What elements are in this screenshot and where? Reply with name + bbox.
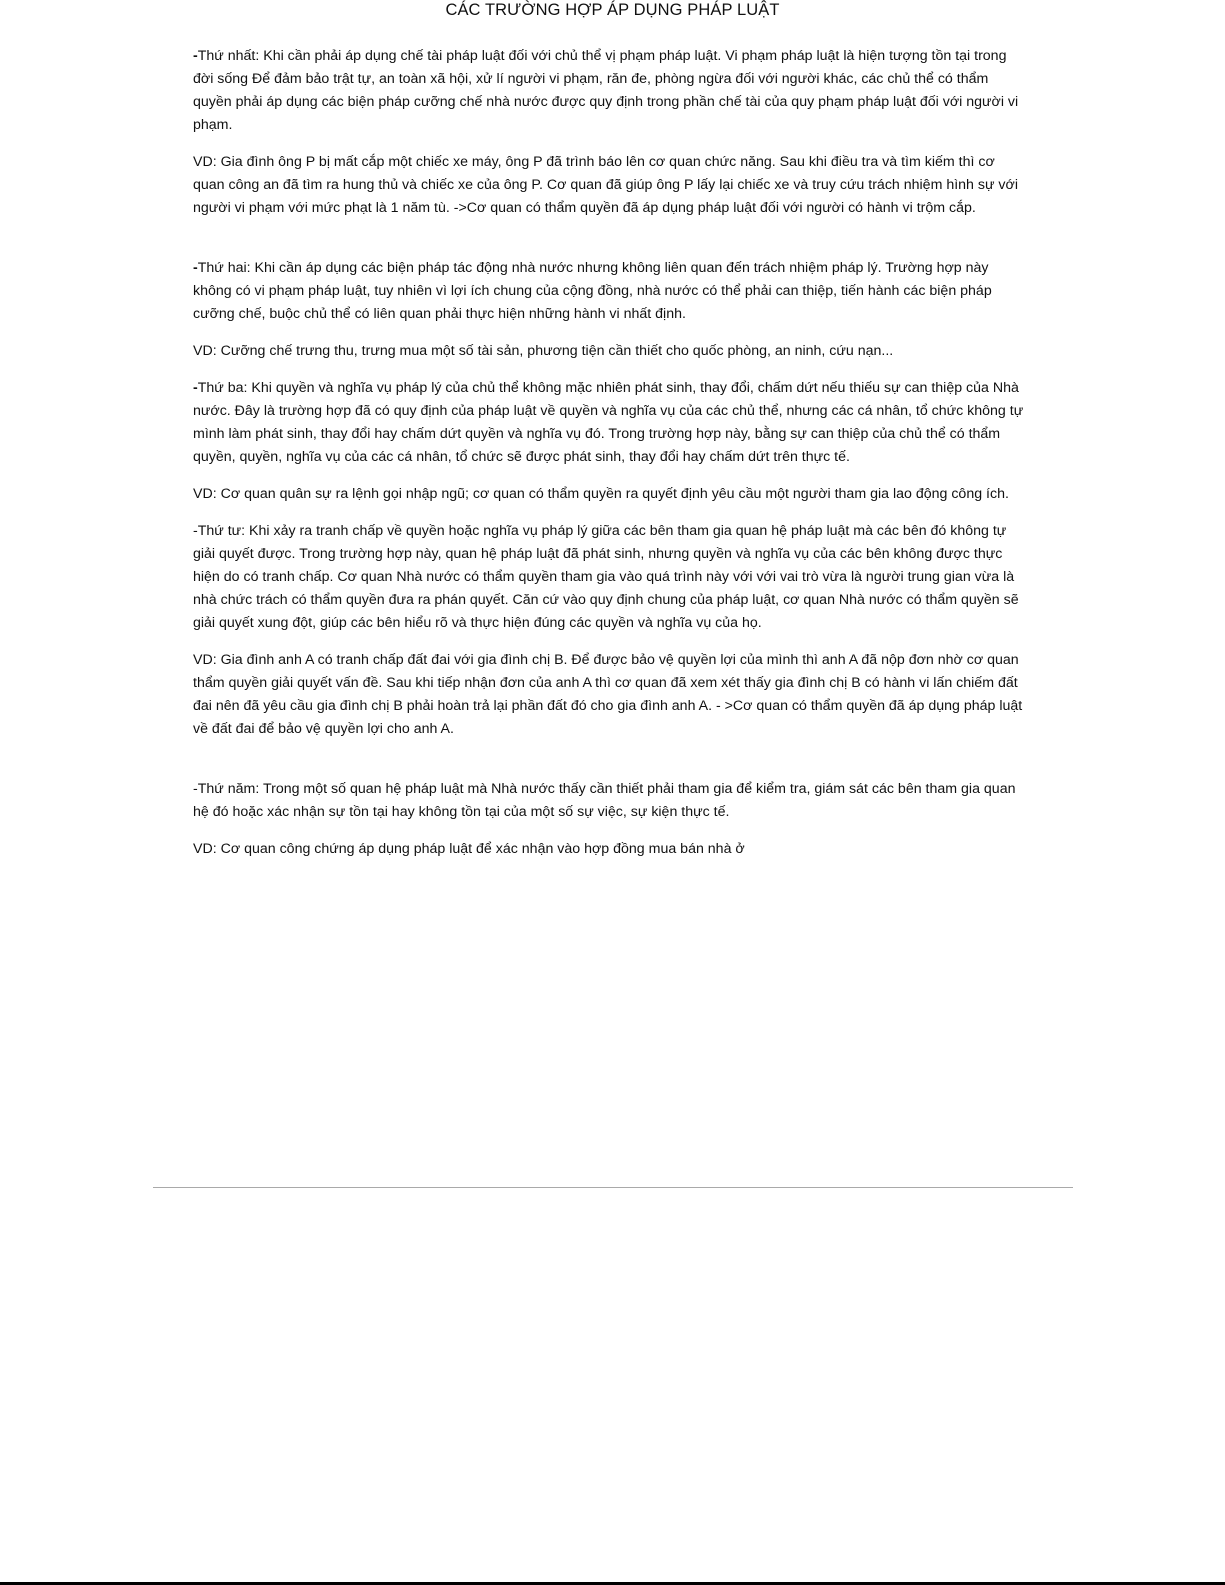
case-5-text: Thứ năm: Trong một số quan hệ pháp luật mà Nhà nước thấy cần thiết phải tham gia để kiểm tra, giám sát các bên tham gia quan hệ đó hoặc xác nhận sự tồn tại hay không tồn tại của một số sự việc, sự kiện thực tế. [193, 781, 1016, 820]
case-2-paragraph [193, 257, 1029, 326]
case-4-text: Thứ tư: Khi xảy ra tranh chấp về quyền hoặc nghĩa vụ pháp lý giữa các bên tham gia quan hệ pháp luật mà các bên đó không tự giải quyết được. Trong trường hợp này, quan hệ pháp luật đã phát sinh, nhưng quyền và nghĩa vụ của các bên không được thực hiện do có tranh chấp. Cơ quan Nhà nước có thẩm quyền tham gia vào quá trình này với với vai trò vừa là người trung gian vừa là nhà chức trách có thẩm quyền đưa ra phán quyết. Căn cứ vào quy định chung của pháp luật, cơ quan Nhà nước có thẩm quyền sẽ giải quyết xung đột, giúp các bên hiểu rõ và thực hiện đúng các quyền và nghĩa vụ của họ. [193, 523, 1019, 631]
case-5-example: VD: Cơ quan công chứng áp dụng pháp luật để xác nhận vào hợp đồng mua bán nhà ở [193, 841, 745, 857]
case-4-dash: - [193, 523, 198, 539]
case-4-paragraph [193, 520, 1029, 635]
case-3-example: VD: Cơ quan quân sự ra lệnh gọi nhập ngũ; cơ quan có thẩm quyền ra quyết định yêu cầu một người tham gia lao động công ích. [193, 486, 1009, 502]
case-1-text: Thứ nhất: Khi cần phải áp dụng chế tài pháp luật đối với chủ thể vị phạm pháp luật. Vi phạm pháp luật là hiện tượng tồn tại trong đời sống Để đảm bảo trật tự, an toàn xã hội, xử lí người vi phạm, răn đe, phòng ngừa đối với người khác, các chủ thể có thẩm quyền phải áp dụng các biện pháp cưỡng chế nhà nước được quy định trong phần chế tài của quy phạm pháp luật đối với người vi phạm. [193, 48, 1019, 133]
document-title: CÁC TRƯỜNG HỢP ÁP DỤNG PHÁP LUẬT [445, 1, 780, 19]
case-1-dash: - [193, 48, 198, 64]
page-divider [153, 1187, 1073, 1188]
case-1-paragraph [193, 45, 1029, 137]
document-body [193, 45, 1029, 861]
case-3-text: Thứ ba: Khi quyền và nghĩa vụ pháp lý của chủ thể không mặc nhiên phát sinh, thay đổi, chấm dứt nếu thiếu sự can thiệp của Nhà nước. Đây là trường hợp đã có quy định của pháp luật về quyền và nghĩa vụ của các chủ thể, nhưng các cá nhân, tổ chức không tự mình làm phát sinh, thay đổi hay chấm dứt quyền và nghĩa vụ đó. Trong trường hợp này, bằng sự can thiệp của chủ thể có thẩm quyền, quyền, nghĩa vụ của các cá nhân, tổ chức sẽ được phát sinh, thay đổi hay chấm dứt trên thực tế. [193, 380, 1024, 465]
case-2-text: Thứ hai: Khi cần áp dụng các biện pháp tác động nhà nước nhưng không liên quan đến trách nhiệm pháp lý. Trường hợp này không có vi phạm pháp luật, tuy nhiên vì lợi ích chung của cộng đồng, nhà nước có thể phải can thiệp, tiến hành các biện pháp cưỡng chế, buộc chủ thể có liên quan phải thực hiện những hành vi nhất định. [193, 260, 992, 322]
case-3-paragraph [193, 377, 1029, 469]
case-1-example: VD: Gia đình ông P bị mất cắp một chiếc xe máy, ông P đã trình báo lên cơ quan chức năng. Sau khi điều tra và tìm kiếm thì cơ quan công an đã tìm ra hung thủ và chiếc xe của ông P. Cơ quan đã giúp ông P lấy lại chiếc xe và truy cứu trách nhiệm hình sự với người vi phạm với mức phạt là 1 năm tù. ->Cơ quan có thẩm quyền đã áp dụng pháp luật đối với người có hành vi trộm cắp. [193, 154, 1018, 216]
case-2-example: VD: Cưỡng chế trưng thu, trưng mua một số tài sản, phương tiện cần thiết cho quốc phòng, an ninh, cứu nạn... [193, 343, 894, 359]
case-3-dash: - [193, 380, 198, 396]
case-5-dash: - [193, 781, 198, 797]
case-4-example: VD: Gia đình anh A có tranh chấp đất đai với gia đình chị B. Để được bảo vệ quyền lợi của mình thì anh A đã nộp đơn nhờ cơ quan thẩm quyền giải quyết vấn đề. Sau khi tiếp nhận đơn của anh A thì cơ quan đã xem xét thấy gia đình chị B có hành vi lấn chiếm đất đai nên đã yêu cầu gia đình chị B phải hoàn trả lại phần đất đó cho gia đình anh A. - >Cơ quan có thẩm quyền đã áp dụng pháp luật về đất đai để bảo vệ quyền lợi cho anh A. [193, 652, 1023, 737]
case-2-dash: - [193, 260, 198, 276]
case-5-paragraph [193, 778, 1029, 824]
